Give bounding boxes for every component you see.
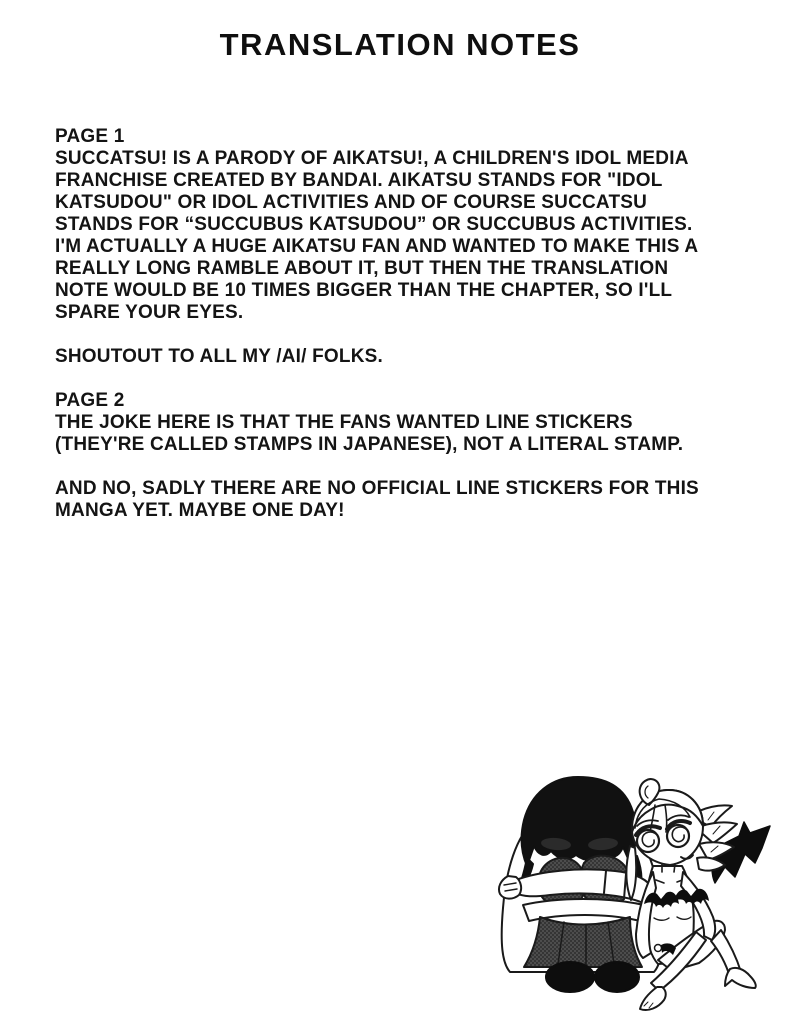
note-line: PAGE 2	[55, 390, 125, 411]
boy-pants	[524, 917, 642, 967]
note-line: STANDS FOR “SUCCUBUS KATSUDOU” OR SUCCUBUS ACTIVITIES.	[55, 214, 693, 235]
note-line: REALLY LONG RAMBLE ABOUT IT, BUT THEN THE TRANSLATION	[55, 258, 669, 279]
note-line: PAGE 1	[55, 126, 125, 147]
note-paragraph-shoutout	[55, 346, 765, 368]
succubus-hair-strand	[626, 846, 636, 900]
note-line: FRANCHISE CREATED BY BANDAI. AIKATSU STANDS FOR "IDOL	[55, 170, 663, 191]
note-line: SPARE YOUR EYES.	[55, 302, 244, 323]
notes-body	[55, 126, 765, 544]
note-line: MANGA YET. MAYBE ONE DAY!	[55, 500, 345, 521]
page-title: TRANSLATION NOTES	[219, 27, 581, 62]
note-paragraph-stickers	[55, 478, 765, 522]
illustration-canvas	[478, 760, 800, 1018]
note-line: THE JOKE HERE IS THAT THE FANS WANTED LINE STICKERS	[55, 412, 633, 433]
character-succubus	[626, 779, 770, 1010]
note-line: I'M ACTUALLY A HUGE AIKATSU FAN AND WANTED TO MAKE THIS A	[55, 236, 699, 257]
note-paragraph-page2	[55, 390, 765, 456]
note-line: (THEY'RE CALLED STAMPS IN JAPANESE), NOT A LITERAL STAMP.	[55, 434, 684, 455]
note-line: KATSUDOU" OR IDOL ACTIVITIES AND OF COURSE SUCCATSU	[55, 192, 648, 213]
note-line: SHOUTOUT TO ALL MY /AI/ FOLKS.	[55, 346, 383, 367]
manga-characters-illustration	[478, 760, 800, 1018]
note-line: SUCCATSU! IS A PARODY OF AIKATSU!, A CHILDREN'S IDOL MEDIA	[55, 148, 689, 169]
note-line: NOTE WOULD BE 10 TIMES BIGGER THAN THE CHAPTER, SO I'LL	[55, 280, 673, 301]
note-paragraph-page1	[55, 126, 765, 324]
note-line: AND NO, SADLY THERE ARE NO OFFICIAL LINE STICKERS FOR THIS	[55, 478, 699, 499]
